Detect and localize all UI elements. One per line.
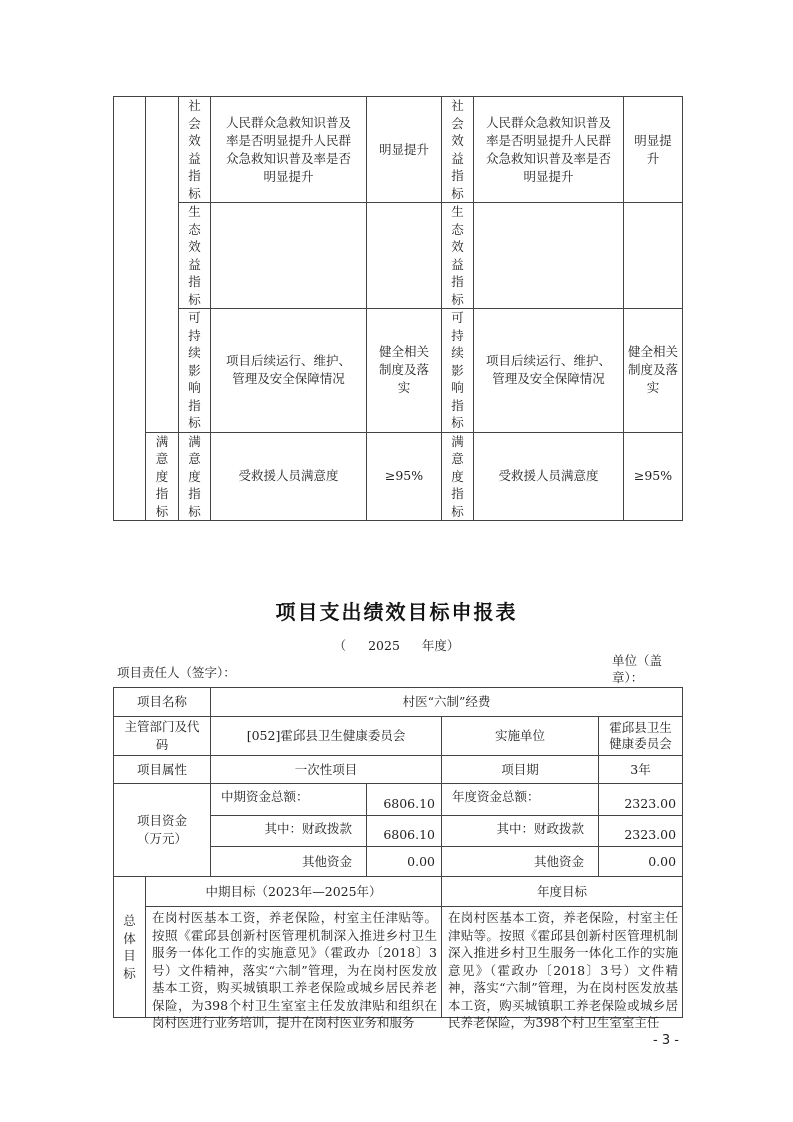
project-attribute-label: 项目属性 [114,756,211,784]
table-row [114,97,683,203]
project-period-value: 3年 [599,756,683,784]
mid-term-total-label: 中期资金总额： [211,784,367,816]
mid-term-total-value: 6806.10 [367,784,442,816]
annual-total-value: 2323.00 [599,784,683,816]
level2-cell [146,97,179,433]
year-open-paren: （ [333,638,347,653]
project-name-row [114,688,683,717]
annual-goal-header: 年度目标 [442,877,683,907]
level3-cell-left: 生态效益指标 [179,203,211,309]
project-funds-label-line2: （万元） [137,831,188,846]
value-cell-left: 明显提升 [367,97,442,203]
page-number: - 3 - [653,1033,679,1048]
value-cell-right [624,203,683,309]
level3-cell-right: 满意度指标 [442,432,474,521]
year-suffix: 年度） [421,638,460,653]
year-line [0,636,793,654]
value-cell-right: ≥95% [624,432,683,521]
responsible-person-label: 项目责任人（签字）： [117,665,236,680]
year-value: 2025 [368,638,400,653]
project-funds-label [114,784,211,877]
department-value: [052]霍邱县卫生健康委员会 [211,717,442,756]
annual-total-label: 年度资金总额： [442,784,599,816]
goal-header-row [114,877,683,907]
mid-term-fiscal-label: 其中：财政拨款 [211,816,367,847]
level3-cell-left: 社会效益指标 [179,97,211,203]
value-cell-right: 健全相关制度及落实 [624,309,683,433]
annual-other-value: 0.00 [599,847,683,877]
level2-cell: 满意度指标 [146,432,179,521]
project-funds-label-line1: 项目资金 [137,813,188,828]
attribute-row [114,756,683,784]
level3-cell-left: 满意度指标 [179,432,211,521]
value-cell-left: 健全相关制度及落实 [367,309,442,433]
value-cell-left: ≥95% [367,432,442,521]
level1-cell [114,97,146,521]
level3-cell-right: 可持续影响指标 [442,309,474,433]
value-cell-left [367,203,442,309]
project-attribute-value: 一次性项目 [211,756,442,784]
indicator-cell-left [211,203,367,309]
form-title: 项目支出绩效目标申报表 [275,600,518,624]
indicator-cell-left: 人民群众急救知识普及率是否明显提升人民群众急救知识普及率是否明显提升 [211,97,367,203]
goal-content-row [114,907,683,1018]
indicator-cell-right: 项目后续运行、维护、管理及安全保障情况 [474,309,624,433]
unit-seal-label: 单位（盖章）： [612,653,663,685]
overall-goal-label: 总体目标 [114,877,146,1018]
indicator-cell-left: 受救援人员满意度 [211,432,367,521]
project-name-label: 项目名称 [114,688,211,717]
indicator-cell-right [474,203,624,309]
table-row [114,432,683,521]
performance-goal-form-table [113,687,683,1030]
implementing-unit-value: 霍邱县卫生健康委员会 [599,717,683,756]
annual-fiscal-label: 其中：财政拨款 [442,816,599,847]
mid-term-other-value: 0.00 [367,847,442,877]
project-name-value: 村医“六制”经费 [211,688,683,717]
value-cell-right: 明显提升 [624,97,683,203]
annual-fiscal-value: 2323.00 [599,816,683,847]
indicator-cell-left: 项目后续运行、维护、管理及安全保障情况 [211,309,367,433]
mid-term-goal-text: 在岗村医基本工资，养老保险，村室主任津贴等。按照《霍邱县创新村医管理机制深入推进乡村卫生服务一体化工作的实施意见》（霍政办〔2018〕3号）文件精神，落实“六制”管理，为在岗村医发放基本工资，购买城镇职工养老保险或城乡居民养老保险，为398个村卫生室室主任发放津贴和组织在岗村医进行业务培训，提升在岗村医业务和服务 [146,907,442,1018]
department-label: 主管部门及代码 [114,717,211,756]
level3-cell-right: 生态效益指标 [442,203,474,309]
mid-term-fiscal-value: 6806.10 [367,816,442,847]
level3-cell-left: 可持续影响指标 [179,309,211,433]
indicator-cell-right: 受救援人员满意度 [474,432,624,521]
annual-other-label: 其他资金 [442,847,599,877]
implementing-unit-label: 实施单位 [442,717,599,756]
indicator-table-continuation [113,96,683,521]
table-row [114,309,683,433]
funds-total-row [114,784,683,816]
level3-cell-right: 社会效益指标 [442,97,474,203]
mid-term-goal-header: 中期目标（2023年—2025年） [146,877,442,907]
annual-goal-text: 在岗村医基本工资，养老保险，村室主任津贴等。按照《霍邱县创新村医管理机制深入推进乡村卫生服务一体化工作的实施意见》（霍政办〔2018〕3号）文件精神，落实“六制”管理，为在岗村医发放基本工资，购买城镇职工养老保险或城乡居民养老保险，为398个村卫生室室主任 [442,907,683,1018]
indicator-cell-right: 人民群众急救知识普及率是否明显提升人民群众急救知识普及率是否明显提升 [474,97,624,203]
department-row [114,717,683,756]
table-row [114,203,683,309]
project-period-label: 项目期 [442,756,599,784]
mid-term-other-label: 其他资金 [211,847,367,877]
